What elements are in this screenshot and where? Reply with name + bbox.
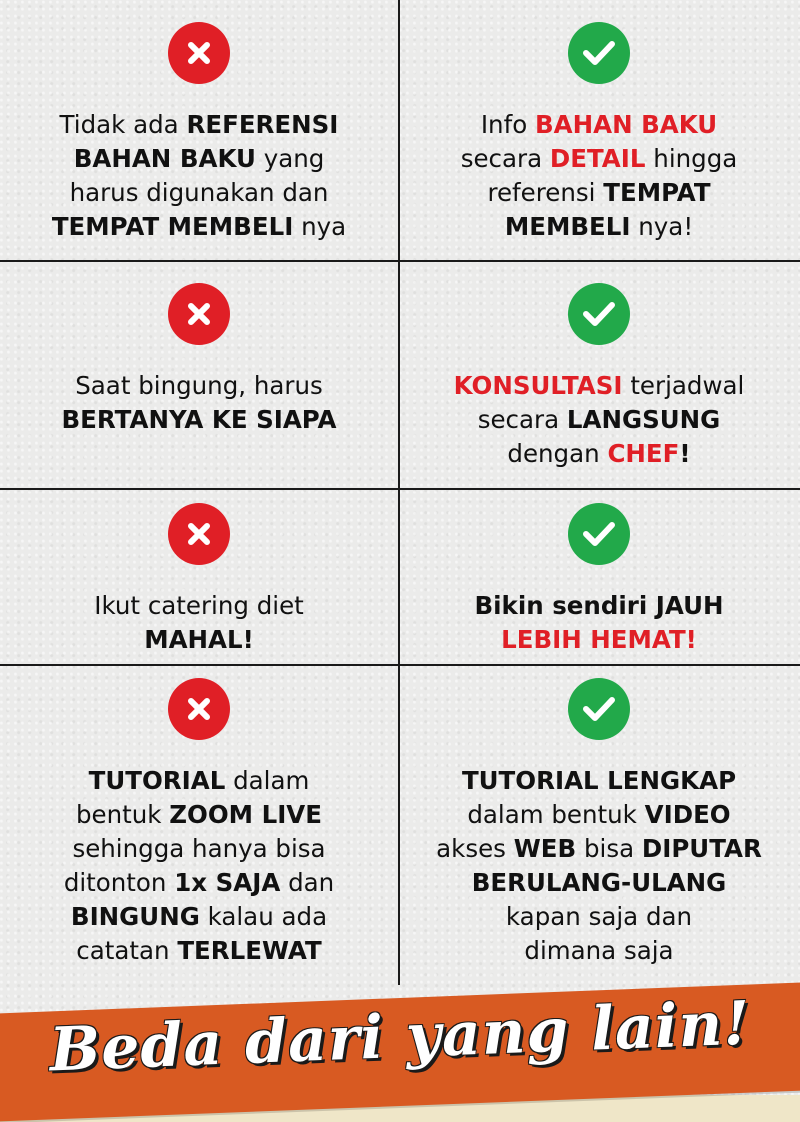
body-text: akses (436, 834, 514, 863)
row-3-pro (400, 503, 798, 657)
body-text: harus digunakan dan (69, 178, 329, 207)
body-text: Ikut catering diet (94, 591, 304, 620)
emphasis-text: TUTORIAL LENGKAP (461, 766, 737, 795)
body-text: dalam (225, 766, 310, 795)
emphasis-text: VIDEO (644, 800, 731, 829)
row-2-con (0, 283, 398, 437)
highlight-text: CHEF (607, 439, 680, 468)
row-1-pro (400, 22, 798, 244)
emphasis-text: WEB (513, 834, 577, 863)
row-divider (0, 260, 800, 262)
emphasis-text: Bikin sendiri JAUH (474, 591, 724, 620)
x-icon (168, 503, 230, 565)
body-text: dalam bentuk (467, 800, 645, 829)
row-4-pro (400, 678, 798, 968)
body-text: bisa (576, 834, 642, 863)
body-text: terjadwal (622, 371, 745, 400)
slogan-text: Beda dari yang lain! (48, 988, 752, 1086)
body-text: referensi (487, 178, 604, 207)
body-text: Saat bingung, harus (75, 371, 323, 400)
body-text: Tidak ada (59, 110, 187, 139)
emphasis-text: DIPUTAR (641, 834, 762, 863)
row-1-pro-text (449, 108, 750, 244)
body-text: ditonton (63, 868, 175, 897)
highlight-text: KONSULTASI (453, 371, 623, 400)
highlight-text: LEBIH HEMAT! (501, 625, 697, 654)
row-2-pro-text (442, 369, 757, 471)
emphasis-text: TEMPAT MEMBELI (51, 212, 294, 241)
check-icon (568, 22, 630, 84)
body-text: kapan saja dan (505, 902, 693, 931)
row-2-pro (400, 283, 798, 471)
row-3-con-text (82, 589, 316, 657)
emphasis-text: TUTORIAL (88, 766, 226, 795)
row-divider (0, 488, 800, 490)
row-divider (0, 664, 800, 666)
emphasis-text: TERLEWAT (177, 936, 322, 965)
emphasis-text: REFERENSI (186, 110, 339, 139)
emphasis-text: LANGSUNG (566, 405, 721, 434)
x-icon (168, 283, 230, 345)
highlight-text: DETAIL (549, 144, 646, 173)
row-3-pro-text (462, 589, 735, 657)
highlight-text: BAHAN BAKU (534, 110, 718, 139)
emphasis-text: BERTANYA KE SIAPA (61, 405, 337, 434)
emphasis-text: BERULANG-ULANG (471, 868, 727, 897)
emphasis-text: MEMBELI (504, 212, 631, 241)
row-4-pro-text (424, 764, 774, 968)
row-1-con-text (40, 108, 358, 244)
check-icon (568, 503, 630, 565)
row-4-con (0, 678, 398, 968)
body-text: dan (280, 868, 335, 897)
check-icon (568, 283, 630, 345)
row-3-con (0, 503, 398, 657)
body-text: sehingga hanya bisa (72, 834, 326, 863)
body-text: bentuk (75, 800, 170, 829)
body-text: nya (293, 212, 347, 241)
x-icon (168, 22, 230, 84)
row-4-con-text (52, 764, 346, 968)
body-text: yang (255, 144, 325, 173)
body-text: catatan (76, 936, 178, 965)
body-text: Info (480, 110, 535, 139)
row-1-con (0, 22, 398, 244)
x-icon (168, 678, 230, 740)
body-text: kalau ada (199, 902, 328, 931)
body-text: secara (460, 144, 550, 173)
emphasis-text: BINGUNG (70, 902, 200, 931)
emphasis-text: ! (679, 439, 691, 468)
emphasis-text: TEMPAT (603, 178, 711, 207)
row-2-con-text (50, 369, 349, 437)
body-text: dengan (507, 439, 608, 468)
body-text: hingga (645, 144, 738, 173)
emphasis-text: ZOOM LIVE (169, 800, 323, 829)
emphasis-text: 1x SAJA (174, 868, 281, 897)
body-text: dimana saja (524, 936, 674, 965)
emphasis-text: BAHAN BAKU (73, 144, 256, 173)
emphasis-text: MAHAL! (144, 625, 254, 654)
body-text: nya! (630, 212, 694, 241)
body-text: secara (477, 405, 567, 434)
check-icon (568, 678, 630, 740)
